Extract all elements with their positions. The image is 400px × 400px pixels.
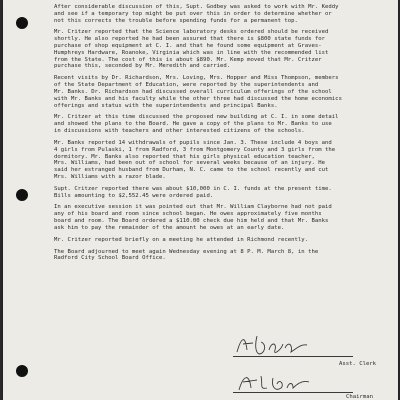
minutes-body (54, 4, 396, 267)
paragraph-new-building: Mr. Critzer at this time discussed the proposed new building at C. I. in some detail and showed the plans to the Board. He gave a copy of the plans to Mr. Banks to use in discussions with teachers and other interested citizens of the schools. (54, 114, 339, 135)
paragraph-executive-session: In an executive session it was pointed out that Mr. William Clayborne had not paid any of his board and room since school began. He owes approximately five months board and room. The Board ordered a $110.00 check due him held and that Mr. Banks ask him to pay the remainder of the amount he owes at an early date. (54, 204, 332, 231)
paragraph-state-visits: Recent visits by Dr. Richardson, Mrs. Loving, Mrs. Hopper and Miss Thompson, members of the State Department of Education, were reported by the superintendents and Mr. Banks. Dr. Richardson had discussed overall curriculum offerings of the school with Mr. Banks and his faculty while the other three had discussed the home economics offerings and status with the superintendents and principal Banks. (54, 75, 342, 109)
paragraph-adjournment: The Board adjourned to meet again Wednesday evening at 8 P. M. March 8, in the Radford City School Board Office. (54, 248, 319, 262)
binder-hole-top (16, 17, 28, 29)
paragraph-lab-desks: Mr. Critzer reported that the Science laboratory desks ordered should be received shortly. He also reported he had been assured that there is $800 state funds for purchase of shop equipment at C. I. and that he found some equipment at Graves- Humphreys Hardware, Roanoke, Virginia which was in line with the recommended list from the State. The cost of this is about $890. Mr. Kemp moved that Mr. Critzer purchase this, seconded by Mr. Meredith and carried. (54, 29, 329, 70)
chairman-signature-line (233, 392, 353, 393)
paragraph-funds: Supt. Critzer reported there was about $10,000 in C. I. funds at the present time. Bills amounting to $2,552.45 were ordered paid. (54, 185, 332, 199)
document-page (3, 0, 398, 400)
binder-hole-bottom (16, 365, 28, 377)
binder-hole-middle (16, 189, 28, 201)
paragraph-withdrawals: Mr. Banks reported 14 withdrawals of pupils since Jan. 3. These include 4 boys and 4 girls from Pulaski, 1 from Radford, 3 from Montgomery County and 3 girls from the dormitory. Mr. Banks also reported that his girls physical education teacher, Mrs. Williams, had been out of school for several weeks because of an injury. He said her estranged husband from Durham, N. C. came to the school recently and cut Mrs. Williams with a razor blade. (54, 139, 336, 180)
chairman-label: Chairman (346, 394, 373, 400)
paragraph-temporary-top: After considerable discussion of this, Supt. Godbey was asked to work with Mr. Keddy and see if a temporary top might be put over this in order to determine whether or not this corrects the trouble before spending funds for a permanent top. (54, 4, 339, 24)
clerk-signature-line (233, 356, 353, 357)
clerk-label: Asst. Clerk (339, 361, 377, 367)
paragraph-richmond-meeting: Mr. Critzer reported briefly on a meeting he attended in Richmond recently. (54, 236, 309, 243)
